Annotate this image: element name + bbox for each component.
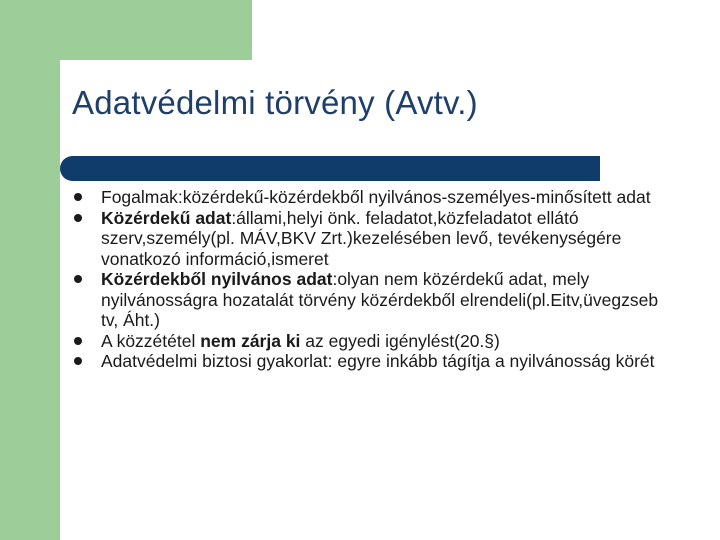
- top-green-block: [0, 0, 252, 60]
- bullet-dot-icon: [74, 337, 82, 345]
- bullet-item-adatvedelmi-biztos: [74, 351, 674, 372]
- bullet-text: :olyan nem közérdekű adat, mely nyilvánosságra hozatalát törvény közérdekből elrendeli(pl.Eitv,üvegzseb tv, Áht.): [101, 269, 659, 330]
- bullet-item-kozzetetel: [74, 331, 674, 352]
- bullet-term: Közérdekből nyilvános adat: [101, 269, 333, 289]
- bullet-text: Fogalmak:közérdekű-közérdekből nyilvános-személyes-minősített adat: [101, 187, 651, 207]
- bullet-item-kozerdeku-adat: [74, 208, 674, 270]
- bullet-text: az egyedi igénylést(20.§): [300, 330, 500, 351]
- bullet-term: nem zárja ki: [200, 330, 301, 351]
- slide-title: Adatvédelmi törvény (Avtv.): [72, 84, 478, 121]
- title-divider-bar: [60, 156, 600, 181]
- bullet-text: A közzététel: [101, 330, 201, 351]
- left-green-strip: [0, 0, 60, 540]
- bullet-term: Közérdekű adat: [101, 207, 232, 228]
- bullet-text: Adatvédelmi biztosi gyakorlat: egyre inkább tágítja a nyilvánosság körét: [101, 351, 655, 371]
- bullet-list: [74, 187, 674, 372]
- bullet-dot-icon: [74, 193, 82, 201]
- bullet-item-fogalmak: [74, 187, 674, 208]
- bullet-text: :állami,helyi önk. feladatot,közfeladatot ellátó szerv,személy(pl. MÁV,BKV Zrt.)kezelésében levő, tevékenységére vonatkozó információ,ismeret: [101, 207, 622, 269]
- bullet-item-kozerdekbol-nyilvanos: [74, 269, 674, 331]
- bullet-dot-icon: [74, 275, 82, 283]
- bullet-dot-icon: [74, 357, 82, 365]
- bullet-dot-icon: [74, 214, 82, 222]
